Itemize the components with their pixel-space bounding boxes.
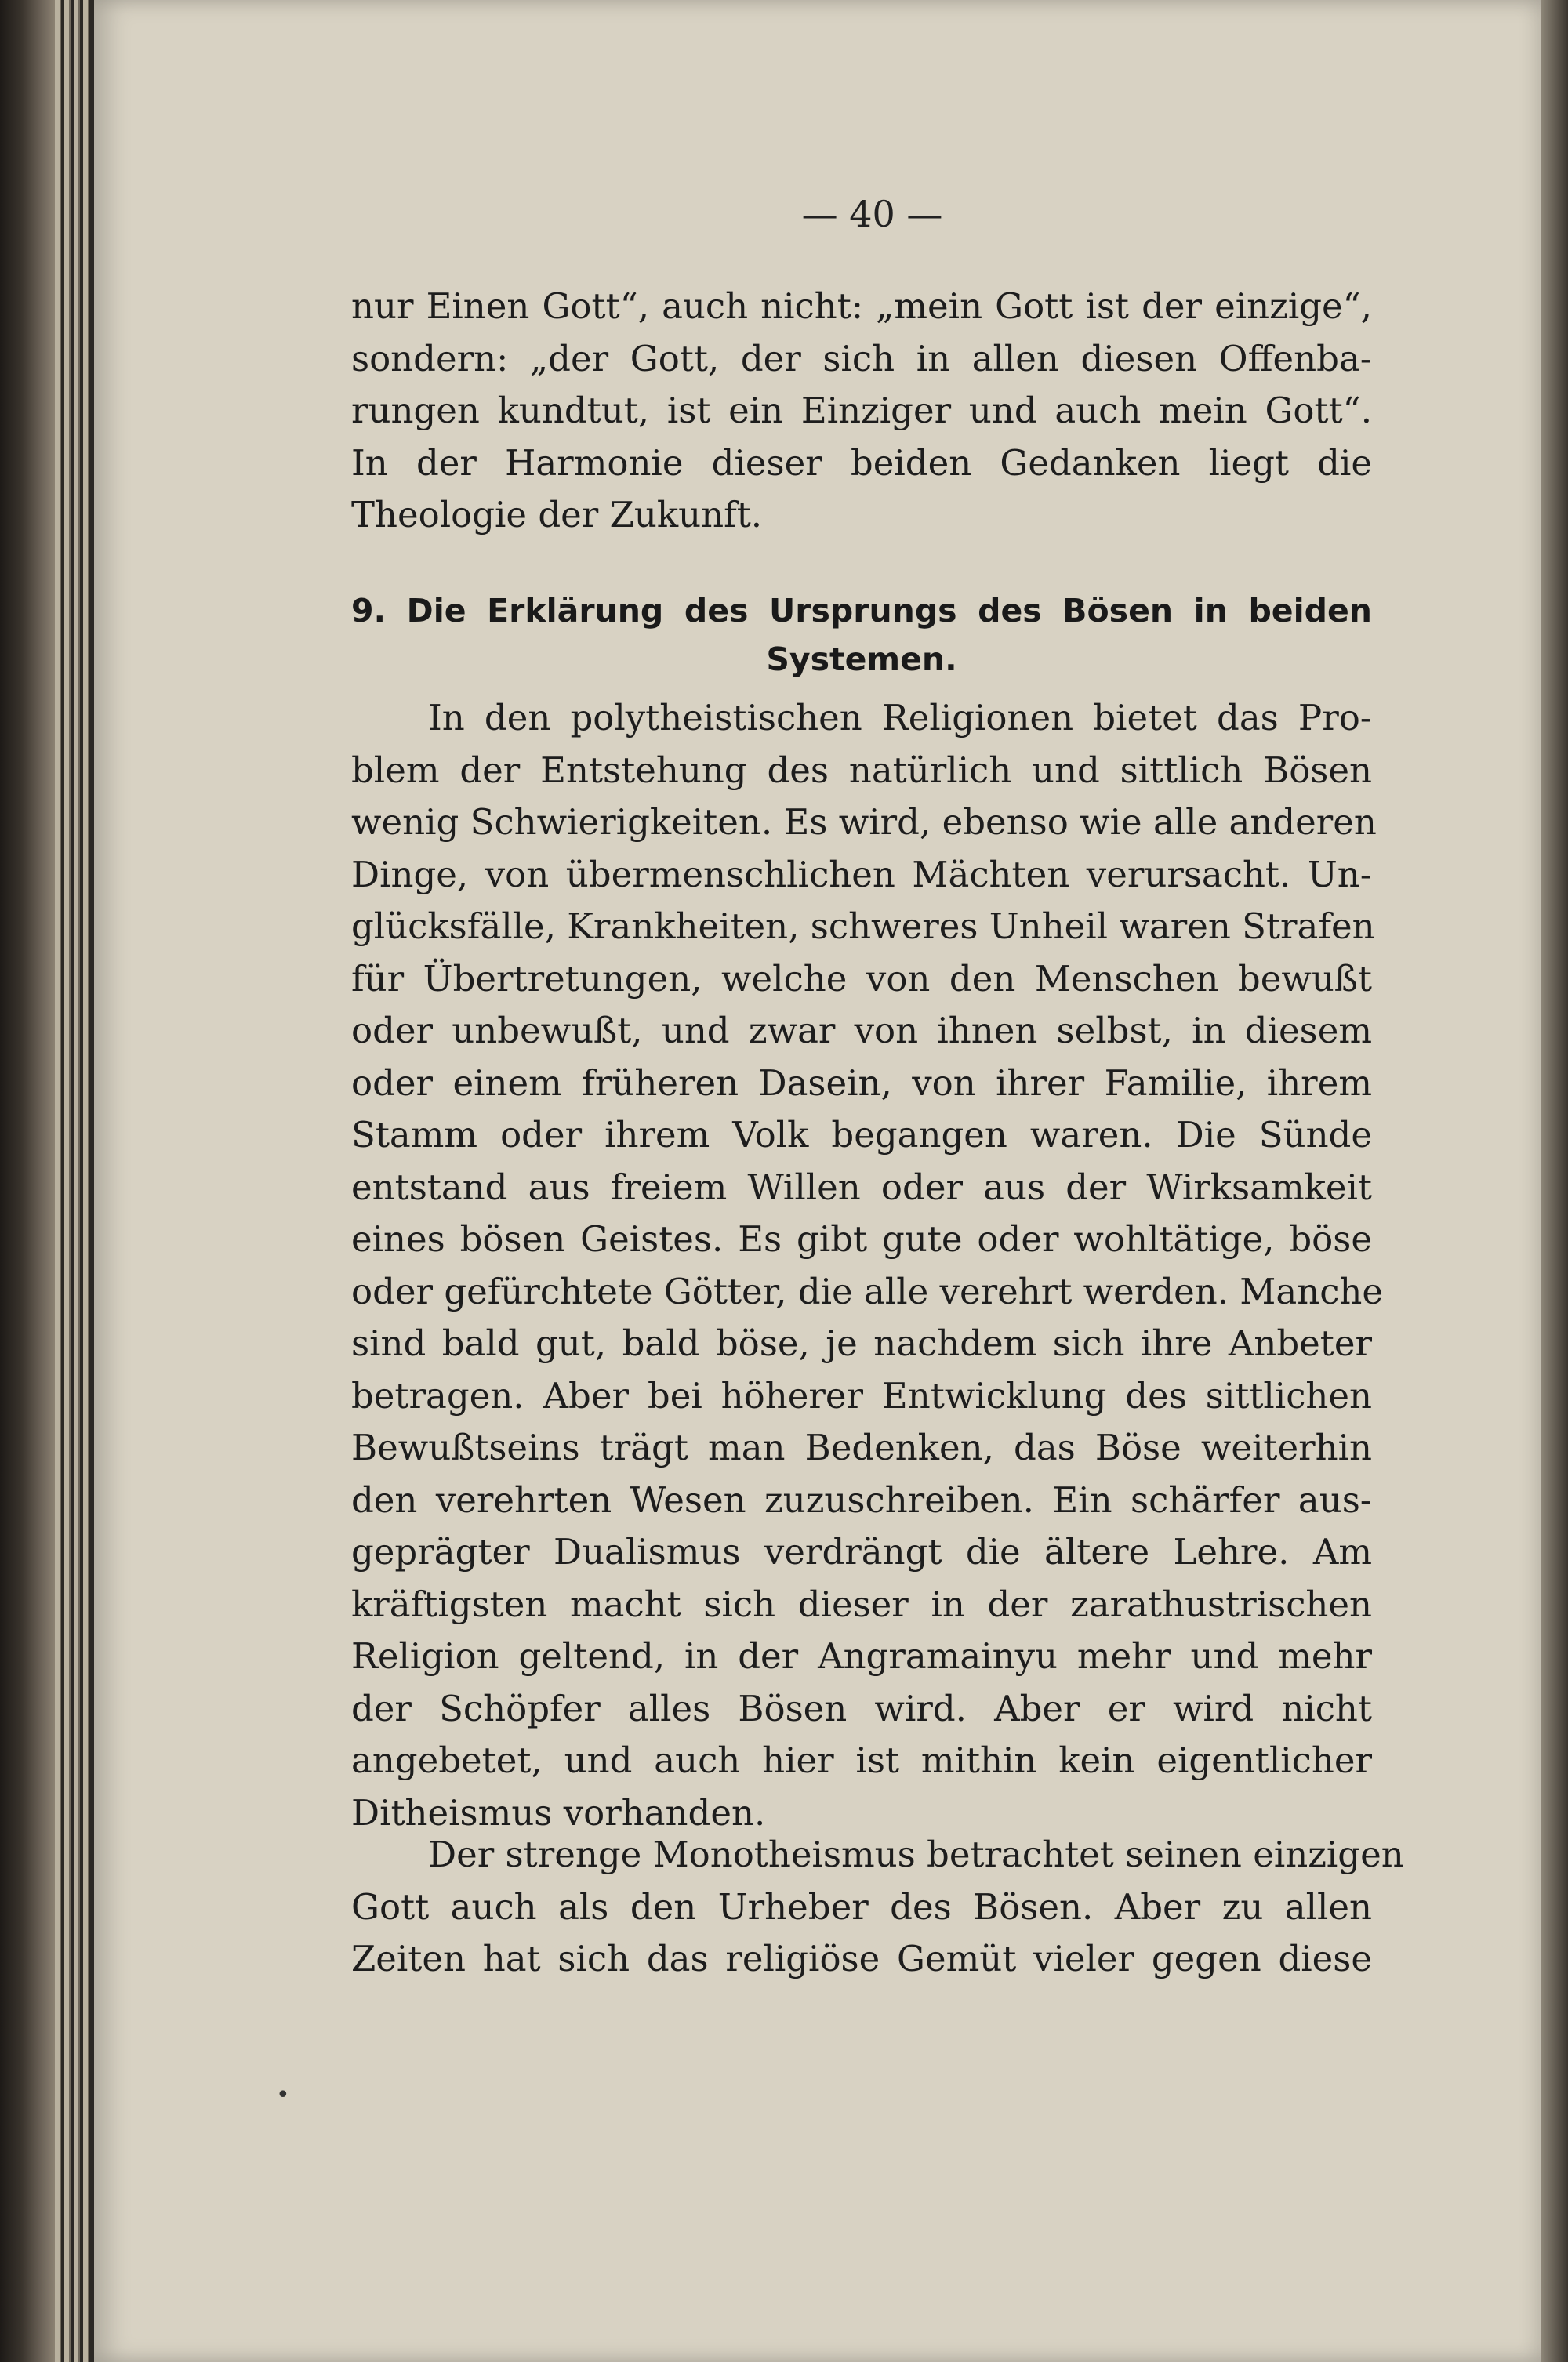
page-number: — 40 —	[801, 193, 943, 235]
text-line: Der strenge Monotheismus betrachtet seinen einzigen	[428, 1834, 1404, 1875]
text-line: wenig Schwierigkeiten. Es wird, ebenso wie alle anderen	[351, 801, 1377, 843]
page-edge	[83, 0, 89, 2362]
text-line: oder unbewußt, und zwar von ihnen selbst, in diesem	[351, 1010, 1372, 1051]
text-line: betragen. Aber bei höherer Entwicklung des sittlichen	[351, 1374, 1372, 1417]
paragraph-polytheism	[351, 692, 1384, 1839]
text-line: Bewußtseins trägt man Bedenken, das Böse weiterhin	[351, 1427, 1372, 1468]
text-line: Stamm oder ihrem Volk begangen waren. Die Sünde	[351, 1114, 1372, 1156]
ink-dot: •	[276, 2081, 290, 2109]
text-line: Religion geltend, in der Angramainyu mehr und mehr	[351, 1635, 1372, 1677]
text-line: oder gefürchtete Götter, die alle verehrt werden. Manche	[351, 1270, 1384, 1312]
text-line: Zeiten hat sich das religiöse Gemüt vieler gegen diese	[351, 1938, 1372, 1979]
text-line: Gott auch als den Urheber des Bösen. Aber zu allen	[351, 1885, 1372, 1928]
text-line: angebetet, und auch hier ist mithin kein eigentlicher	[351, 1740, 1372, 1781]
text-line: kräftigsten macht sich dieser in der zarathustrischen	[351, 1583, 1372, 1625]
paragraph-monotheism	[351, 1829, 1404, 1986]
text-line: blem der Entstehung des natürlich und sittlich Bösen	[351, 749, 1372, 791]
page-edge	[74, 0, 80, 2362]
text-line: oder einem früheren Dasein, von ihrer Familie, ihrem	[351, 1061, 1372, 1104]
page-edge	[55, 0, 61, 2362]
text-line: geprägter Dualismus verdrängt die ältere Lehre. Am	[351, 1531, 1372, 1573]
text-line: In den polytheistischen Religionen bietet das Pro-	[428, 697, 1372, 738]
text-line: der Schöpfer alles Bösen wird. Aber er wird nicht	[351, 1687, 1372, 1729]
page-edge	[64, 0, 71, 2362]
text-line: Dinge, von übermenschlichen Mächten verursacht. Un-	[351, 853, 1372, 895]
page-right-edge	[1541, 0, 1568, 2362]
text-line: sind bald gut, bald böse, je nachdem sich ihre Anbeter	[351, 1323, 1372, 1364]
text-line: für Übertretungen, welche von den Menschen bewußt	[351, 957, 1372, 1000]
text-line: glücksfälle, Krankheiten, schweres Unheil waren Strafen	[351, 905, 1375, 947]
text-line: entstand aus freiem Willen oder aus der Wirksamkeit	[351, 1166, 1372, 1208]
paragraph-continuation	[351, 281, 1372, 542]
heading-line: 9. Die Erklärung des Ursprungs des Bösen in beiden	[351, 592, 1372, 630]
text-line: In der Harmonie dieser beiden Gedanken liegt die	[351, 441, 1372, 484]
section-heading	[351, 586, 1372, 684]
text-line: nur Einen Gott“, auch nicht: „mein Gott ist der einzige“,	[351, 285, 1372, 327]
text-line: rungen kundtut, ist ein Einziger und auch mein Gott“.	[351, 390, 1372, 431]
heading-line: Systemen.	[766, 640, 957, 678]
book-binding	[0, 0, 55, 2362]
text-line: Theologie der Zukunft.	[351, 494, 763, 535]
text-line: sondern: „der Gott, der sich in allen diesen Offenba-	[351, 337, 1372, 379]
text-line: eines bösen Geistes. Es gibt gute oder wohltätige, böse	[351, 1218, 1372, 1260]
text-line: den verehrten Wesen zuzuschreiben. Ein schärfer aus-	[351, 1479, 1372, 1521]
text-line: Ditheismus vorhanden.	[351, 1791, 766, 1834]
